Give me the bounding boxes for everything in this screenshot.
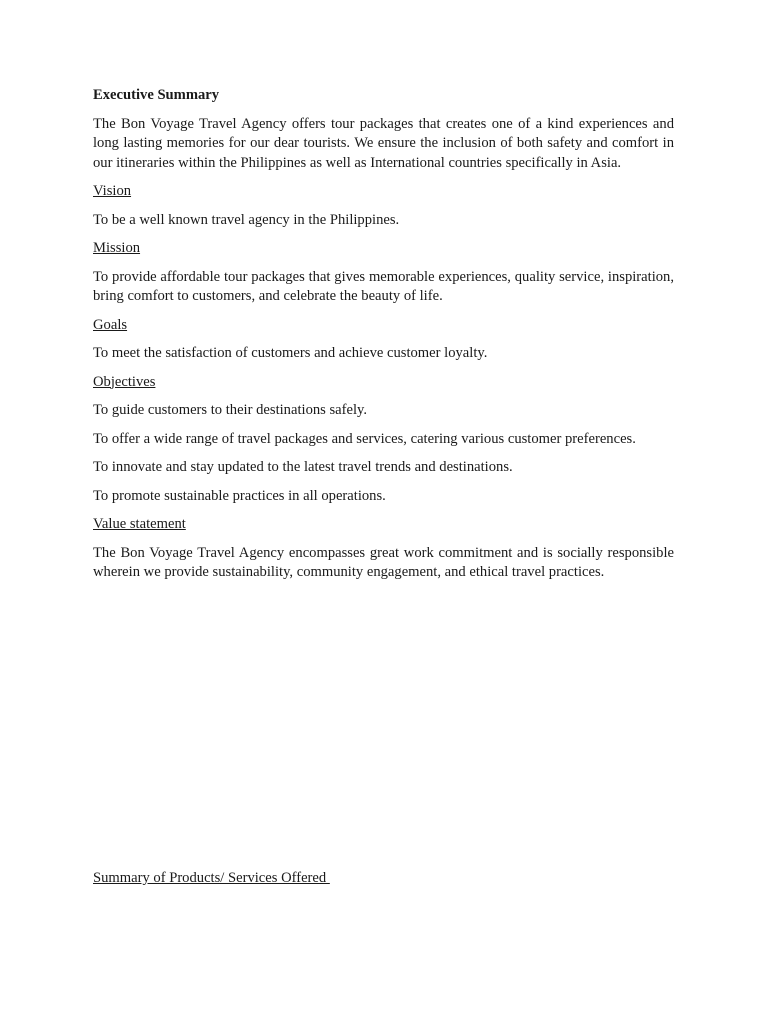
mission-text: To provide affordable tour packages that gives memorable experiences, quality service, inspiration, bring comfort to customers, and celebrate the beauty of life. [93, 268, 674, 304]
executive-summary-text: The Bon Voyage Travel Agency offers tour packages that creates one of a kind experiences and long lasting memories for our dear tourists. We ensure the inclusion of both safety and comfort in our itineraries within the Philippines as well as International countries specifically in Asia. [93, 115, 674, 171]
products-services-heading: Summary of Products/ Services Offered [93, 870, 330, 886]
objective-item: To innovate and stay updated to the latest travel trends and destinations. [93, 459, 513, 475]
objective-item: To offer a wide range of travel packages and services, catering various customer preferences. [93, 430, 636, 447]
vision-heading: Vision [93, 183, 132, 199]
document-body [93, 86, 674, 592]
goals-text: To meet the satisfaction of customers and achieve customer loyalty. [93, 345, 488, 361]
mission-heading: Mission [93, 240, 141, 256]
objectives-heading: Objectives [93, 373, 156, 390]
vision-text: To be a well known travel agency in the Philippines. [93, 211, 400, 228]
objective-item: To guide customers to their destinations safely. [93, 402, 368, 418]
executive-summary-heading: Executive Summary [93, 87, 220, 103]
value-statement-text: The Bon Voyage Travel Agency encompasses great work commitment and is socially responsible wherein we provide sustainability, community engagement, and ethical travel practices. [93, 544, 674, 580]
value-statement-heading: Value statement [93, 516, 186, 532]
goals-heading: Goals [93, 316, 128, 333]
objective-item: To promote sustainable practices in all operations. [93, 487, 386, 504]
